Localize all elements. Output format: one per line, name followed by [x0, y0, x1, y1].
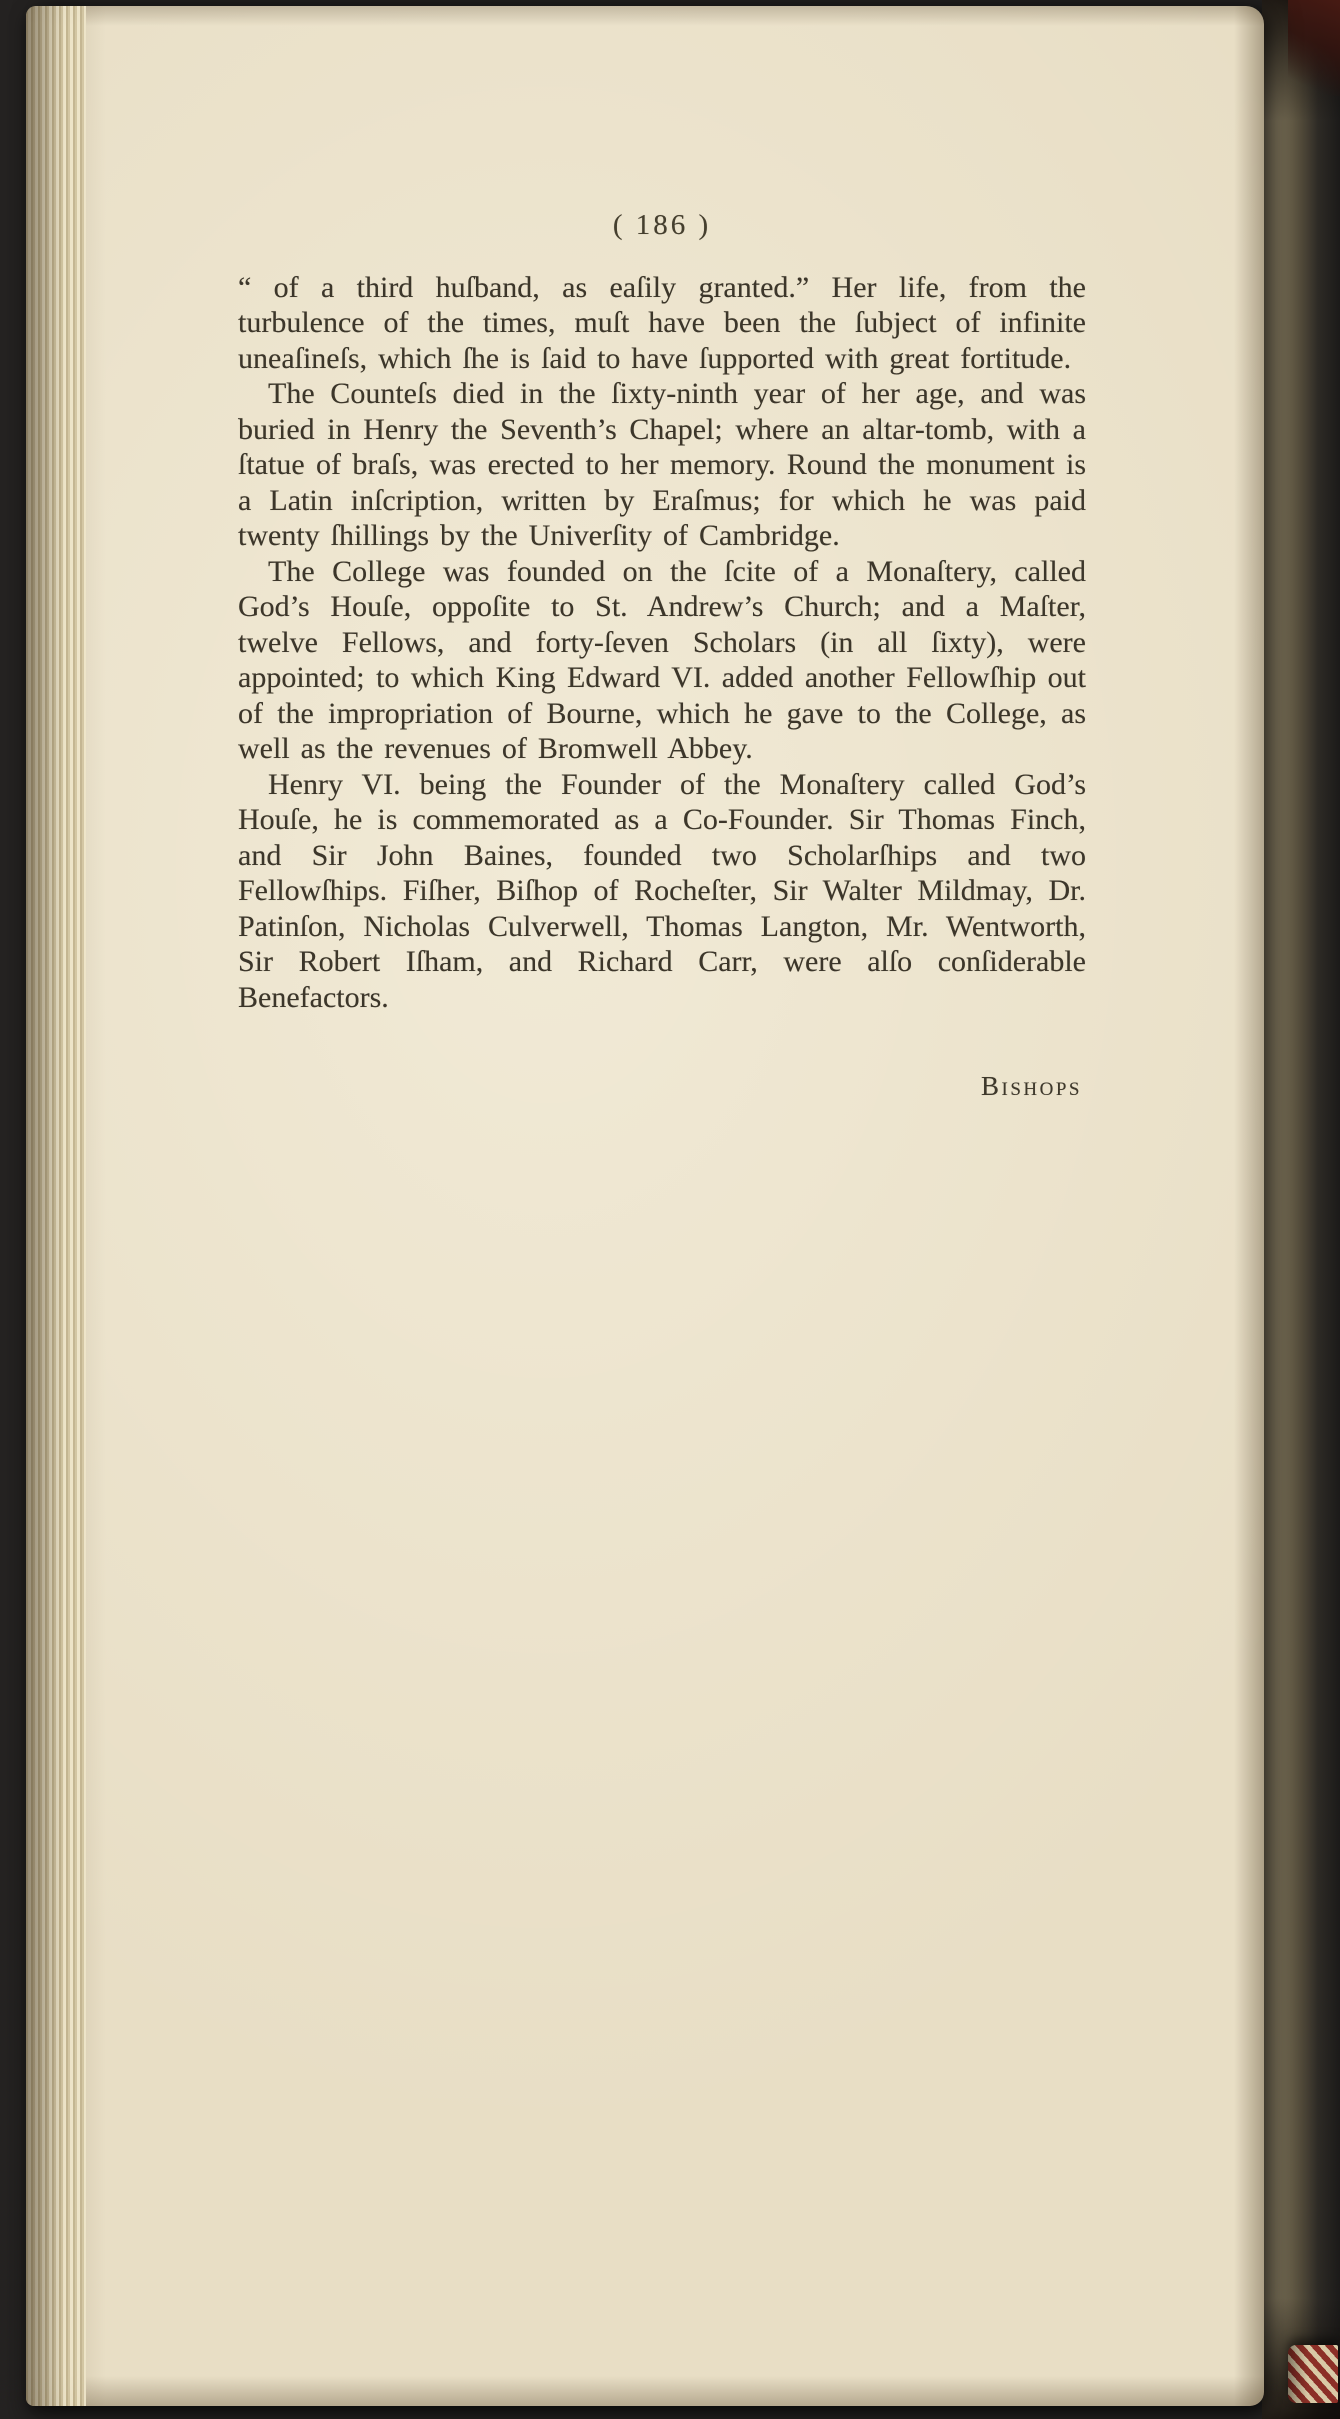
page-stack-edges: [26, 6, 86, 2406]
page-number: ( 186 ): [612, 209, 712, 241]
binding-corner-top-right: [1288, 0, 1340, 96]
book-fore-edge: [1262, 0, 1340, 2419]
catchword: Bishops: [981, 1071, 1082, 1101]
headband-bottom-right: [1288, 2345, 1338, 2403]
paragraph-1: “ of a third huſband, as eaſily granted.” Her life, from the turbulence of the times, muſt have been the ſubject of infinite uneaſineſs, which ſhe is ſaid to have ſupported with great fortitude.: [238, 270, 1086, 375]
text-block: [238, 208, 1086, 1105]
paragraph-2: The Counteſs died in the ſixty-ninth year of her age, and was buried in Henry the Seventh’s Chapel; where an altar-tomb, with a ſtatue of braſs, was erected to her memory. Round the monument is a Latin inſcription, written by Eraſmus; for which he was paid twenty ſhillings by the Univerſity of Cambridge.: [238, 377, 1086, 552]
book-page: [26, 6, 1264, 2406]
paragraph-3: The College was founded on the ſcite of a Monaſtery, called God’s Houſe, oppoſite to St. Andrew’s Church; and a Maſter, twelve Fellows, and forty-ſeven Scholars (in all ſixty), were appointed; to which King Edward VI. added another Fellowſhip out of the impropriation of Bourne, which he gave to the College, as well as the revenues of Bromwell Abbey.: [238, 554, 1086, 765]
paragraph-4: Henry VI. being the Founder of the Monaſtery called God’s Houſe, he is commemorated as a Co-Founder. Sir Thomas Finch, and Sir John Baines, founded two Scholarſhips and two Fellowſhips. Fiſher, Biſhop of Rocheſter, Sir Walter Mildmay, Dr. Patinſon, Nicholas Culverwell, Thomas Langton, Mr. Wentworth, Sir Robert Iſham, and Richard Carr, were alſo conſiderable Benefactors.: [238, 767, 1086, 1014]
